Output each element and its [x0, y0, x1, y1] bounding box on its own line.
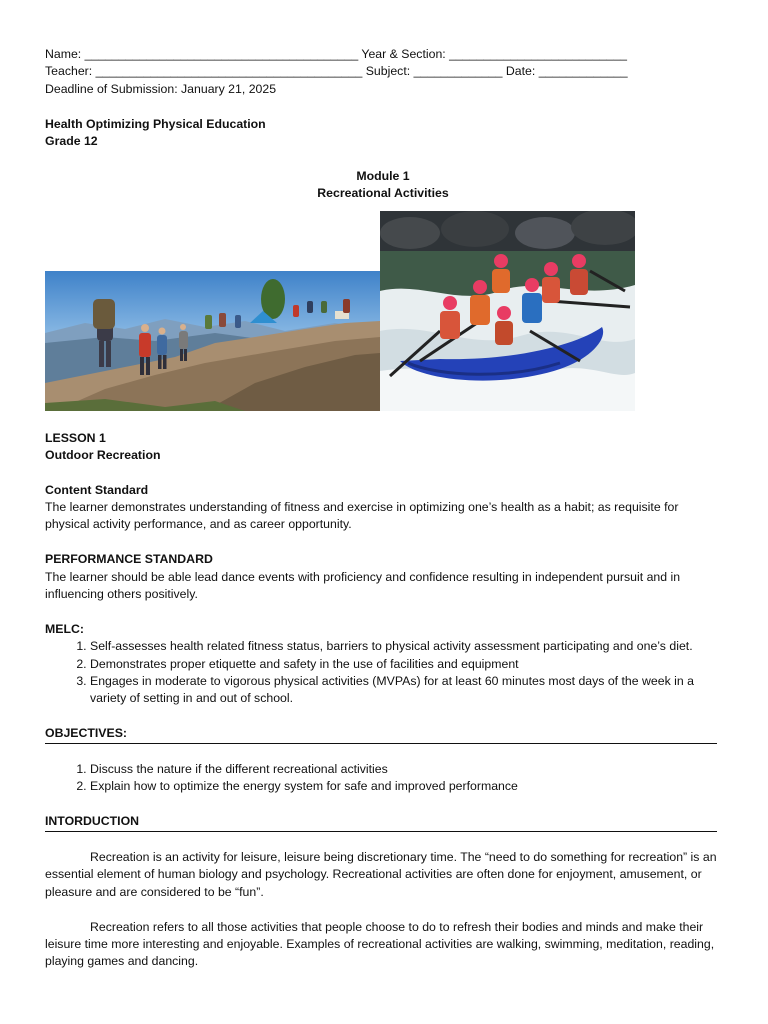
introduction-paragraph: Recreation refers to all those activities that people choose to do to refresh their bodies and minds and make their leisure time more interesting and enjoyable. Examples of recreational activities are walking, swimming, meditation, reading, playing games and dancing.: [45, 919, 715, 969]
performance-standard-text: The learner should be able lead dance events with proficiency and confidence resulting in independent pursuit and in influencing others positively.: [45, 569, 681, 602]
introduction-heading: INTORDUCTION: [45, 813, 717, 831]
grade-level: Grade 12: [45, 133, 98, 148]
objectives-heading: OBJECTIVES:: [45, 725, 717, 743]
list-item: 1. Discuss the nature if the different recreational activities: [90, 761, 725, 778]
rafting-photo: [380, 211, 635, 411]
hiking-photo: [45, 271, 380, 411]
melc-list: [45, 638, 725, 708]
melc-heading: MELC:: [45, 621, 84, 636]
deadline-line: Deadline of Submission: January 21, 2025: [45, 81, 277, 96]
list-item: 1. Self-assesses health related fitness status, barriers to physical activity assessment participating and one’s diet.: [90, 638, 725, 655]
list-item: 2. Explain how to optimize the energy system for safe and improved performance: [90, 778, 725, 795]
list-item: 3. Engages in moderate to vigorous physical activities (MVPAs) for at least 60 minutes most days of the week in a variety of setting in and out of school.: [90, 673, 725, 708]
module-title: Recreational Activities: [317, 186, 449, 201]
teacher-subject-date-line: Teacher: _______________________________________ Subject: _____________ Date: _____________: [45, 64, 628, 79]
content-standard-text: The learner demonstrates understanding of fitness and exercise in optimizing one’s health as a habit; as requisite for physical activity performance, and as career opportunity.: [45, 500, 679, 532]
content-standard-heading: Content Standard: [45, 482, 149, 497]
introduction-paragraph: Recreation is an activity for leisure, leisure being discretionary time. The “need to do something for recreation” is an essential element of human biology and psychology. Recreational activities are often done for enjoyment, amusement, or pleasure and are considered to be “fun”.: [45, 850, 717, 899]
performance-standard-heading: PERFORMANCE STANDARD: [45, 552, 213, 567]
list-item: 2. Demonstrates proper etiquette and safety in the use of facilities and equipment: [90, 656, 725, 673]
objectives-list: [45, 761, 725, 796]
photo-collage: [45, 211, 725, 426]
worksheet-page: [45, 46, 725, 971]
lesson-number: LESSON 1: [45, 430, 106, 445]
course-title: Health Optimizing Physical Education: [45, 116, 266, 131]
module-number: Module 1: [356, 168, 410, 183]
name-section-line: Name: ________________________________________ Year & Section: __________________________: [45, 47, 627, 61]
lesson-title: Outdoor Recreation: [45, 447, 161, 462]
